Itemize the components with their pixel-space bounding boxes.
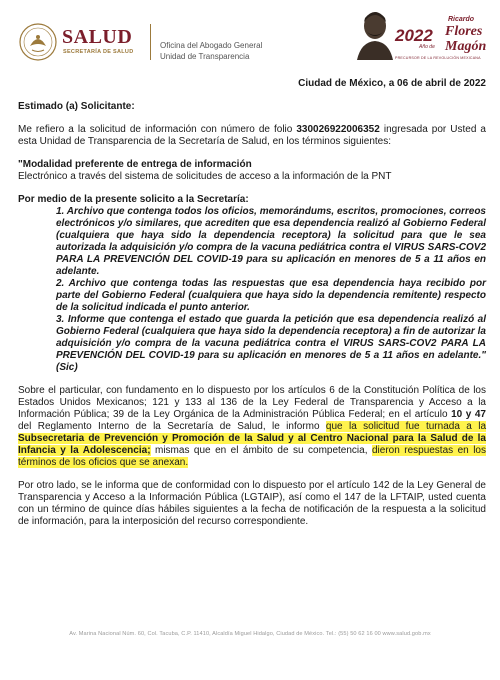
brand-name: SALUD [62,26,133,48]
appeal-paragraph: Por otro lado, se le informa que de conformidad con lo dispuesto por el artículo 142 de la Ley General de Transparencia y Acceso a la Información Pública (LGTAIP), así como el 147 de la LFTAIP, usted cuenta con un término de quince días hábiles siguientes a la fecha de notificación de la respuesta a la solicitud de información, para la interposición del recurso correspondiente. [18,480,486,527]
highlight-agencies: Subsecretaria de Prevención y Promoción de la Salud y al Centro Nacional para la Salud de la Infancia y la Adolescencia; [18,433,486,456]
letter-body [18,78,486,528]
footer-address: Av. Marina Nacional Núm. 60, Col. Tacuba, C.P. 11410, Alcaldía Miguel Hidalgo, Ciudad de México. Tel.: (55) 50 62 16 00 www.salud.gob.mx [69,631,431,637]
anniversary-last-name-2: Magón [445,39,487,54]
coat-of-arms-icon [18,22,58,62]
office-line: Unidad de Transparencia [160,52,250,61]
highlight-turned: que la solicitud fue turnada a la [325,421,486,432]
request-list [18,206,486,374]
request-item: 3. Informe que contenga el estado que guarda la petición que esa dependencia realizó al Gobierno Federal (cualquiera que haya sido la dependencia receptora) a fin de autorizar la adquisición y/o compra de la vacuna pediátrica contra el VIRUS SARS-COV2 PARA LA PREVENCIÓN DEL COVID-19 para su aplicación en menores de 5 a 11 años en adelante." (Sic) [56,314,486,373]
anniversary-last-name-1: Flores [445,24,483,39]
anniversary-logo [355,4,485,70]
anniversary-year: 2022 [395,26,433,45]
response-paragraph [18,385,486,469]
response-text: mismas que en el ámbito de su competencia, [150,445,372,456]
office-line: Oficina del Abogado General [160,41,263,50]
modality-text: Electrónico a través del sistema de solicitudes de acceso a la información de la PNT [18,171,392,182]
highlight-responses: dieron respuestas en los términos de los oficios que se anexan. [18,445,486,468]
folio-number: 330026922006352 [296,124,380,135]
brand-subtitle: SECRETARÍA DE SALUD [63,49,134,55]
articles-ref: 10 y 47 [451,409,486,420]
greeting: Estimado (a) Solicitante: [18,101,135,112]
letter-date: Ciudad de México, a 06 de abril de 2022 [298,78,486,89]
request-intro: Por medio de la presente solicito a la Secretaría: [18,194,249,205]
request-item: 1. Archivo que contenga todos los oficios, memorándums, escritos, promociones, correos electrónicos y/o similares, que acrediten que esa dependencia realizó al Gobierno Federal (cualquiera que haya sido la dependencia receptora) la solicitud para que le sea autorizada la adquisición y/o compra de la vacuna pediátrica contra el VIRUS SARS-COV2 PARA LA PREVENCIÓN DEL COVID-19 para su aplicación en menores de 5 a 11 años en adelante. [56,206,486,277]
salud-logo [18,22,153,62]
portrait-icon [355,8,395,60]
response-text: del Reglamento Interno de la Secretaría de Salud, le informo [18,421,326,432]
anniversary-first-name: Ricardo [448,16,475,23]
anniversary-ano-de: Año de [419,44,435,50]
letterhead [0,0,500,75]
intro-paragraph [18,124,486,148]
office-block [160,40,262,62]
anniversary-tagline: PRECURSOR DE LA REVOLUCIÓN MEXICANA [395,56,481,60]
response-text: Sobre el particular, con fundamento en lo dispuesto por los artículos 6 de la Constitución Política de los Estados Unidos Mexicanos; 121 y 133 al 136 de la Ley Federal de Transparencia y Acceso a la Información Pública; 39 de la Ley Orgánica de la Administración Pública Federal; en el artículo [18,385,486,420]
intro-text: Me refiero a la solicitud de información con número de folio [18,124,297,135]
request-item: 2. Archivo que contenga todas las respuestas que esa dependencia haya recibido por parte del Gobierno Federal (cualquiera que haya sido la dependencia remitente) respecto de la solicitud indicada el punto anterior. [56,278,486,313]
header-divider [150,24,151,60]
intro-text-cont: ingresada por Usted a esta Unidad de Transparencia de la Secretaría de Salud, en los términos siguientes: [18,124,486,147]
modality-title: "Modalidad preferente de entrega de información [18,159,252,170]
